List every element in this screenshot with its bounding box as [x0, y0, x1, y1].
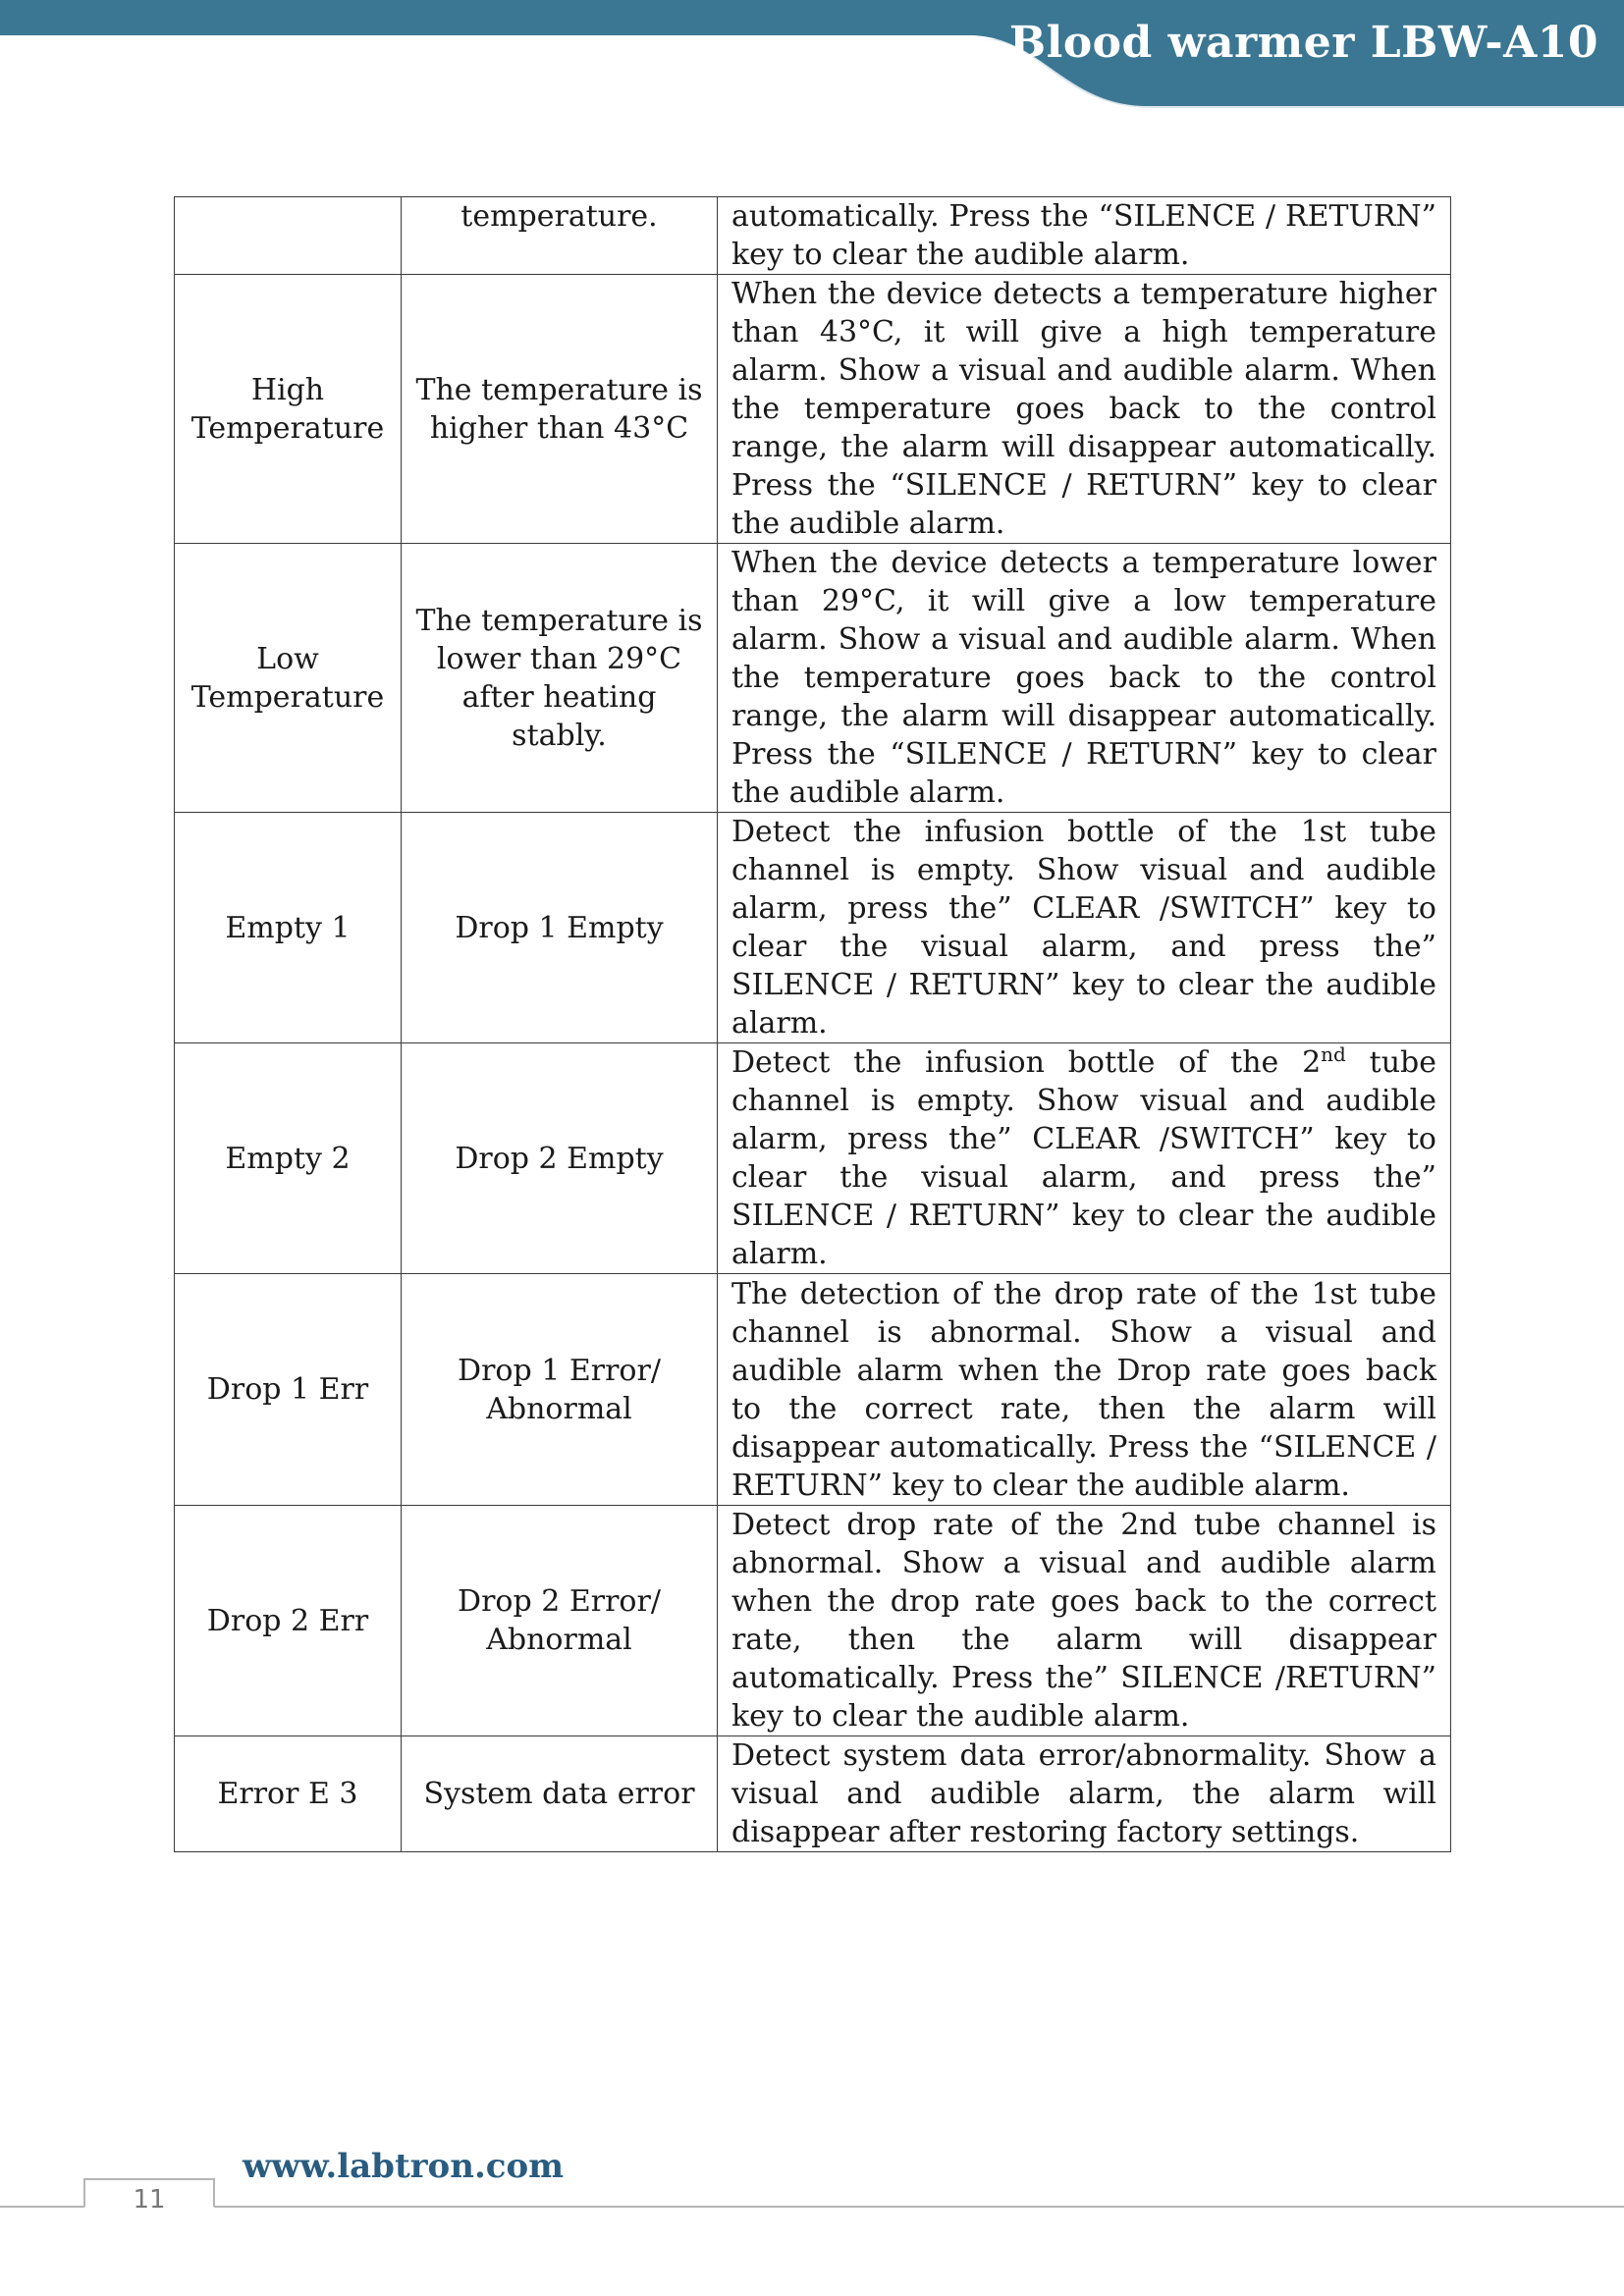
- alarm-description-cell: automatically. Press the “SILENCE / RETURN” key to clear the audible alarm.: [718, 197, 1451, 275]
- table-row: [175, 1736, 1451, 1852]
- alarm-table-container: [174, 196, 1450, 1852]
- alarm-condition-cell: The temperature is higher than 43°C: [402, 275, 718, 544]
- table-row: [175, 1274, 1451, 1506]
- alarm-name-cell: Drop 2 Err: [175, 1506, 402, 1736]
- table-row: [175, 1506, 1451, 1736]
- alarm-description-cell: The detection of the drop rate of the 1st tube channel is abnormal. Show a visual and audible alarm when the Drop rate goes back to the correct rate, then the alarm will disappear automatically. Press the “SILENCE / RETURN” key to clear the audible alarm.: [718, 1274, 1451, 1506]
- alarm-condition-cell: Drop 1 Error/ Abnormal: [402, 1274, 718, 1506]
- alarm-condition-cell: Drop 2 Empty: [402, 1043, 718, 1274]
- table-row: [175, 275, 1451, 544]
- table-row: [175, 197, 1451, 275]
- alarm-table: [174, 196, 1451, 1852]
- alarm-description-cell: Detect the infusion bottle of the 1st tube channel is empty. Show visual and audible alarm, press the” CLEAR /SWITCH” key to clear the visual alarm, and press the” SILENCE / RETURN” key to clear the audible alarm.: [718, 813, 1451, 1043]
- alarm-condition-cell: System data error: [402, 1736, 718, 1852]
- alarm-name-cell: Low Temperature: [175, 544, 402, 813]
- alarm-description-cell: [718, 1043, 1451, 1274]
- alarm-condition-cell: Drop 2 Error/ Abnormal: [402, 1506, 718, 1736]
- alarm-description-cell: Detect system data error/abnormality. Show a visual and audible alarm, the alarm will disappear after restoring factory settings.: [718, 1736, 1451, 1852]
- document-title: Blood warmer LBW-A10: [1008, 18, 1598, 68]
- alarm-name-cell: Empty 2: [175, 1043, 402, 1274]
- table-row: [175, 1043, 1451, 1274]
- description-text: tube channel is empty. Show visual and audible alarm, press the” CLEAR /SWITCH” key to clear the visual alarm, and press the” SILENCE / RETURN” key to clear the audible alarm.: [731, 1045, 1436, 1271]
- alarm-name-cell: Error E 3: [175, 1736, 402, 1852]
- ordinal-suffix: nd: [1321, 1042, 1346, 1066]
- website-link[interactable]: www.labtron.com: [243, 2147, 565, 2186]
- alarm-description-cell: When the device detects a temperature lower than 29°C, it will give a low temperature alarm. Show a visual and audible alarm. When the temperature goes back to the control range, the alarm will disappear automatically. Press the “SILENCE / RETURN” key to clear the audible alarm.: [718, 544, 1451, 813]
- alarm-name-cell: High Temperature: [175, 275, 402, 544]
- page-number: 11: [133, 2185, 166, 2215]
- alarm-description-cell: Detect drop rate of the 2nd tube channel is abnormal. Show a visual and audible alarm when the drop rate goes back to the correct rate, then the alarm will disappear automatically. Press the” SILENCE /RETURN” key to clear the audible alarm.: [718, 1506, 1451, 1736]
- alarm-condition-cell: The temperature is lower than 29°C after heating stably.: [402, 544, 718, 813]
- description-text: Detect the infusion bottle of the 2: [731, 1045, 1322, 1080]
- table-row: [175, 813, 1451, 1043]
- alarm-name-cell: Drop 1 Err: [175, 1274, 402, 1506]
- alarm-name-cell: [175, 197, 402, 275]
- alarm-condition-cell: Drop 1 Empty: [402, 813, 718, 1043]
- alarm-condition-cell: temperature.: [402, 197, 718, 275]
- alarm-description-cell: When the device detects a temperature higher than 43°C, it will give a high temperature alarm. Show a visual and audible alarm. When the temperature goes back to the control range, the alarm will disappear automatically. Press the “SILENCE / RETURN” key to clear the audible alarm.: [718, 275, 1451, 544]
- alarm-name-cell: Empty 1: [175, 813, 402, 1043]
- table-row: [175, 544, 1451, 813]
